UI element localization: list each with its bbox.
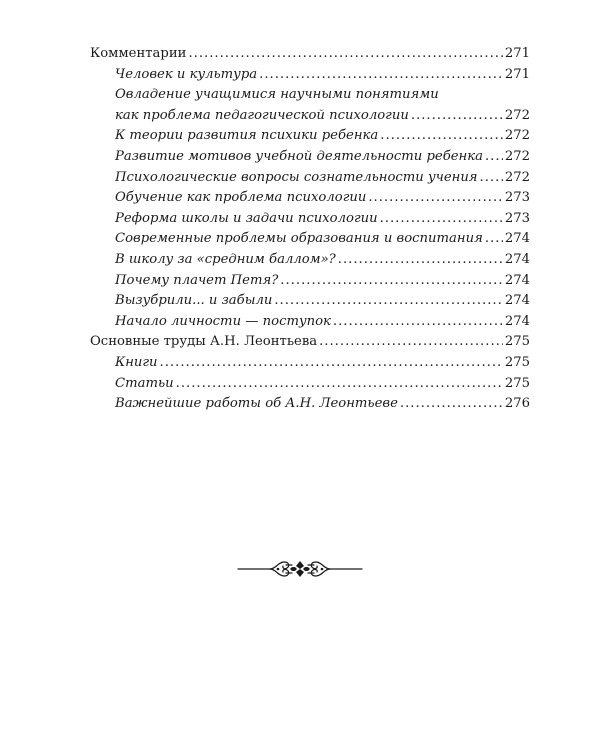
toc-page-number: 274 (504, 272, 530, 288)
toc-entry (90, 126, 530, 147)
dot-leader (368, 188, 502, 209)
toc-entry-title: Реформа школы и задачи психологии (115, 210, 378, 226)
dot-leader (160, 353, 503, 374)
toc-entry-title: Современные проблемы образования и воспитания (115, 231, 483, 247)
toc-page-number: 273 (504, 190, 530, 206)
toc-page-number: 272 (504, 107, 530, 123)
toc-entry-title: Начало личности — поступок (115, 313, 331, 329)
toc-entry (90, 65, 530, 86)
toc-entry (90, 44, 530, 65)
toc-entry-title: Важнейшие работы об А.Н. Леонтьеве (115, 396, 398, 412)
dot-leader (259, 65, 503, 86)
toc-page-number: 274 (504, 231, 530, 247)
toc-entry-title: Развитие мотивов учебной деятельности ребенка (115, 148, 483, 164)
toc-entry (90, 332, 530, 353)
toc-entry-title: Вызубрили... и забыли (115, 293, 273, 309)
dot-leader (485, 229, 503, 250)
dot-leader (485, 147, 503, 168)
table-of-contents (90, 44, 530, 415)
toc-entry (90, 168, 530, 189)
toc-entry (90, 271, 530, 292)
toc-entry-title: Человек и культура (115, 66, 258, 82)
toc-page-number: 272 (504, 128, 530, 144)
dot-leader (380, 209, 503, 230)
toc-entry-title-line2: как проблема педагогической психологии (115, 107, 409, 123)
toc-entry-title: В школу за «средним баллом»? (115, 251, 336, 267)
toc-entry (90, 147, 530, 168)
toc-page-number: 275 (504, 375, 530, 391)
dot-leader (274, 291, 502, 312)
dot-leader (280, 271, 503, 292)
dot-leader (338, 250, 503, 271)
toc-page-number: 272 (504, 169, 530, 185)
dot-leader (411, 106, 503, 127)
decorative-flourish-icon (236, 554, 364, 584)
toc-page-number: 274 (504, 313, 530, 329)
toc-entry (90, 312, 530, 333)
toc-page-number: 275 (504, 334, 530, 350)
toc-entry (90, 394, 530, 415)
toc-entry (90, 353, 530, 374)
toc-entry (90, 250, 530, 271)
dot-leader (319, 332, 503, 353)
toc-entry-title: Обучение как проблема психологии (115, 190, 367, 206)
toc-page-number: 272 (504, 148, 530, 164)
toc-entry (90, 85, 530, 126)
toc-page-number: 271 (504, 66, 530, 82)
toc-entry (90, 209, 530, 230)
dot-leader (176, 374, 503, 395)
dot-leader (380, 126, 503, 147)
toc-page-number: 274 (504, 293, 530, 309)
toc-entry (90, 188, 530, 209)
dot-leader (188, 44, 502, 65)
toc-page-number: 275 (504, 354, 530, 370)
toc-entry-title: Основные труды А.Н. Леонтьева (90, 334, 318, 350)
toc-entry-title: Комментарии (90, 46, 187, 61)
toc-page-number: 271 (504, 46, 530, 61)
toc-entry-title-line1: Овладение учащимися научными понятиями (115, 87, 439, 103)
dot-leader (480, 168, 503, 189)
toc-page-number: 276 (504, 396, 530, 412)
toc-entry-title: Книги (115, 354, 158, 370)
toc-entry (90, 229, 530, 250)
dot-leader (400, 394, 503, 415)
toc-entry-title: Статьи (115, 375, 174, 391)
toc-entry (90, 374, 530, 395)
toc-entry-title: К теории развития психики ребенка (115, 128, 379, 144)
toc-entry-title: Почему плачет Петя? (115, 272, 279, 288)
dot-leader (333, 312, 503, 333)
toc-entry-title: Психологические вопросы сознательности учения (115, 169, 478, 185)
toc-page-number: 273 (504, 210, 530, 226)
toc-page-number: 274 (504, 251, 530, 267)
toc-entry (90, 291, 530, 312)
